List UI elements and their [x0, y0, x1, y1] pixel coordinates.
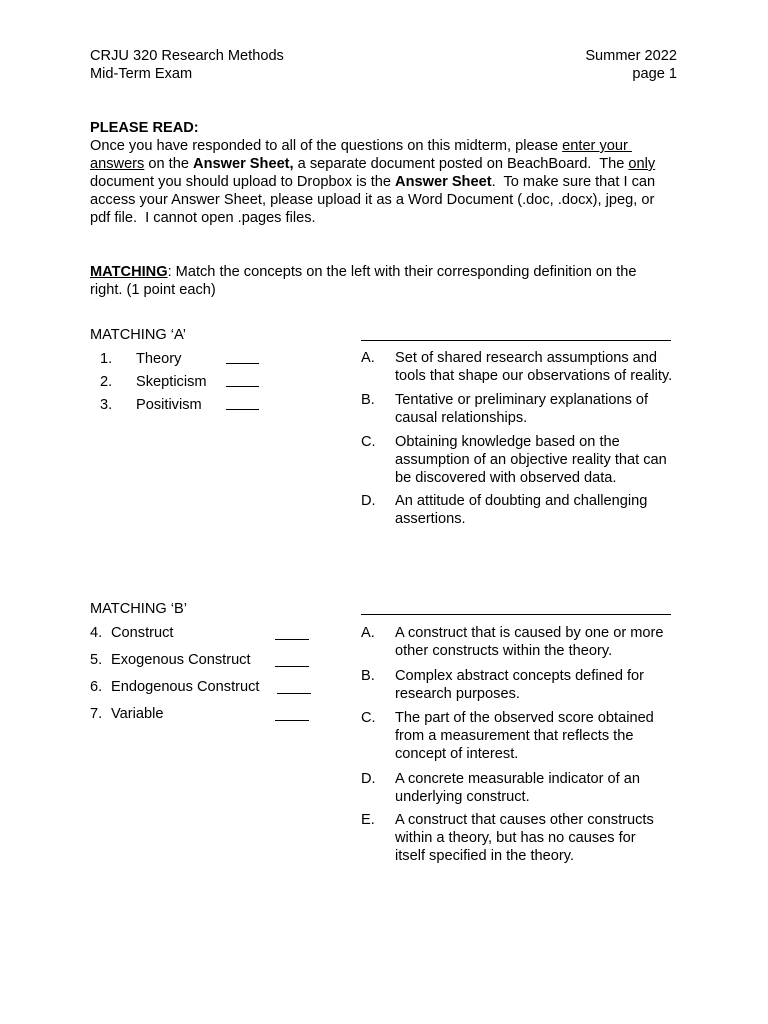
matching-intro-line-1: [90, 263, 636, 281]
item-number: 1.: [100, 351, 113, 367]
definition-letter: E.: [361, 812, 375, 828]
instructions-text: Once you have responded to all of the questions on this midterm, please: [90, 138, 563, 154]
answer-blank[interactable]: [226, 350, 259, 364]
section-b-item: [90, 624, 320, 642]
section-b-item: [90, 678, 320, 696]
enter-answers-emphasis-cont: answers: [90, 156, 145, 172]
item-term: Variable: [111, 706, 164, 722]
instructions-line-5: pdf file. I cannot open .pages files.: [90, 210, 316, 226]
instructions-line-1: [90, 137, 632, 155]
instructions-text: a separate document posted on BeachBoard. The: [293, 156, 629, 172]
answer-blank[interactable]: [277, 680, 311, 694]
definition-letter: D.: [361, 771, 376, 787]
section-a-item: [100, 350, 300, 368]
item-number: 7.: [90, 706, 103, 722]
instructions-line-4: access your Answer Sheet, please upload it as a Word Document (.doc, .docx), jpeg, or: [90, 192, 655, 208]
definition-text: A concrete measurable indicator of an underlying construct.: [395, 771, 640, 805]
instructions-text: . To make sure that I can: [491, 174, 656, 190]
matching-intro-line-2: right. (1 point each): [90, 282, 216, 298]
item-number: 6.: [90, 679, 103, 695]
definition-text: Tentative or preliminary explanations of causal relationships.: [395, 392, 649, 426]
section-a-title: MATCHING ‘A’: [90, 327, 186, 343]
section-b-definition: [361, 624, 701, 662]
section-a-definition: [361, 391, 701, 429]
section-b-definition: [361, 667, 701, 705]
section-a-divider: [361, 340, 671, 341]
section-a-definition: [361, 492, 701, 530]
section-b-definition: [361, 770, 701, 808]
instructions-line-3: [90, 173, 655, 191]
section-a-item: [100, 396, 300, 414]
item-number: 4.: [90, 625, 103, 641]
only-emphasis: only: [628, 156, 656, 172]
definition-text: Set of shared research assumptions and tools that shape our observations of reality.: [395, 350, 673, 384]
section-b-definition: [361, 709, 701, 765]
item-term: Skepticism: [136, 374, 207, 390]
answer-blank[interactable]: [275, 653, 309, 667]
item-term: Construct: [111, 625, 174, 641]
item-number: 3.: [100, 397, 113, 413]
definition-letter: A.: [361, 350, 375, 366]
exam-title: Mid-Term Exam: [90, 66, 193, 82]
section-a-definition: [361, 433, 701, 489]
definition-text: Obtaining knowledge based on the assumption of an objective reality that can be discovered with observed data.: [395, 434, 667, 486]
definition-letter: B.: [361, 668, 375, 684]
definition-text: Complex abstract concepts defined for research purposes.: [395, 668, 645, 702]
section-b-item: [90, 651, 320, 669]
definition-letter: C.: [361, 710, 376, 726]
item-term: Positivism: [136, 397, 202, 413]
definition-text: The part of the observed score obtained from a measurement that reflects the concept of interest.: [395, 710, 654, 762]
matching-intro-text: : Match the concepts on the left with their corresponding definition on the: [167, 264, 637, 280]
instructions-line-2: [90, 155, 655, 173]
item-term: Endogenous Construct: [111, 679, 260, 695]
definition-text: A construct that causes other constructs within a theory, but has no causes for itself specified in the theory.: [395, 812, 654, 864]
answer-sheet-emphasis: Answer Sheet,: [193, 156, 294, 172]
definition-text: A construct that is caused by one or more other constructs within the theory.: [395, 625, 664, 659]
instructions-text: on the: [144, 156, 194, 172]
section-b-divider: [361, 614, 671, 615]
answer-sheet-emphasis: Answer Sheet: [395, 174, 492, 190]
course-title: CRJU 320 Research Methods: [90, 48, 284, 64]
instructions-text: document you should upload to Dropbox is the: [90, 174, 396, 190]
page-number: page 1: [632, 66, 677, 82]
definition-letter: D.: [361, 493, 376, 509]
item-term: Exogenous Construct: [111, 652, 251, 668]
instructions-heading: PLEASE READ:: [90, 120, 199, 136]
definition-letter: B.: [361, 392, 375, 408]
matching-label: MATCHING: [90, 264, 168, 280]
section-a-item: [100, 373, 300, 391]
item-number: 5.: [90, 652, 103, 668]
definition-letter: C.: [361, 434, 376, 450]
section-b-title: MATCHING ‘B’: [90, 601, 188, 617]
item-number: 2.: [100, 374, 113, 390]
answer-blank[interactable]: [275, 626, 309, 640]
definition-text: An attitude of doubting and challenging assertions.: [395, 493, 648, 527]
answer-blank[interactable]: [226, 373, 259, 387]
answer-blank[interactable]: [275, 707, 309, 721]
definition-letter: A.: [361, 625, 375, 641]
answer-blank[interactable]: [226, 396, 259, 410]
item-term: Theory: [136, 351, 182, 367]
section-b-item: [90, 705, 320, 723]
term-label: Summer 2022: [585, 48, 677, 64]
enter-answers-emphasis: enter your: [562, 138, 632, 154]
section-a-definition: [361, 349, 701, 387]
section-b-definition: [361, 811, 701, 867]
